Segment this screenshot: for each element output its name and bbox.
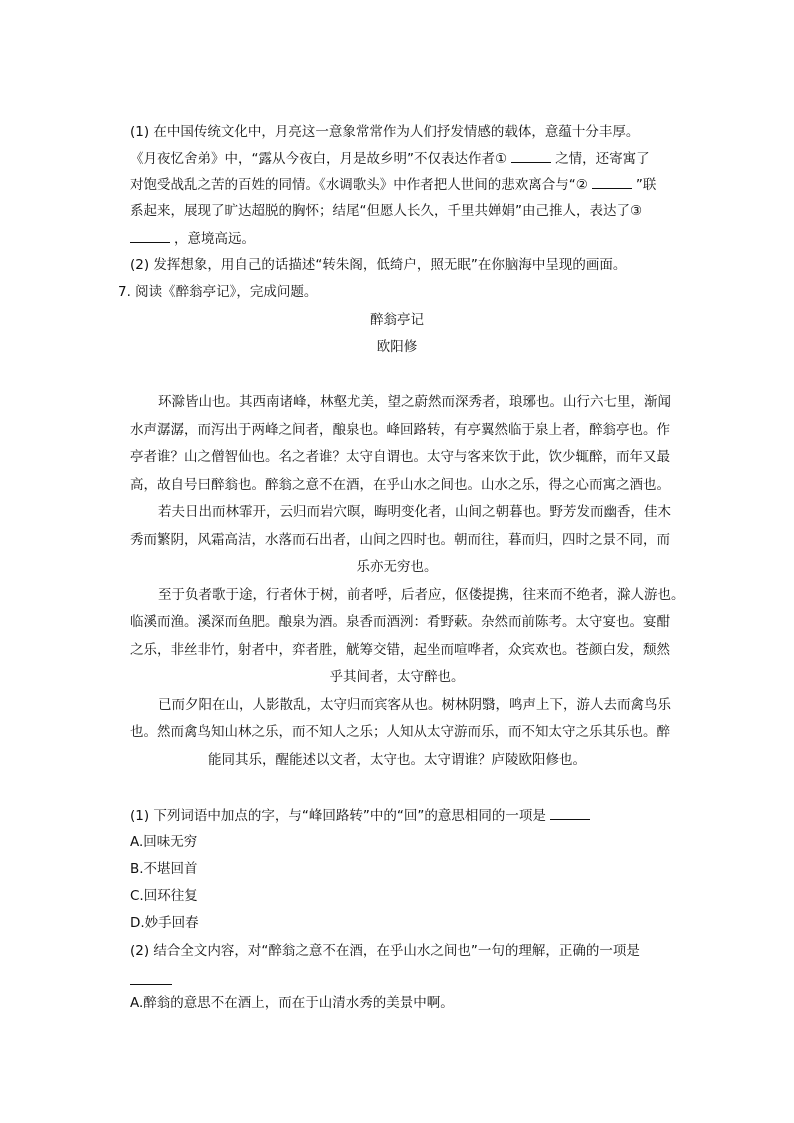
q6-line-3 xyxy=(130,174,656,195)
blank-3[interactable] xyxy=(130,228,170,243)
q6-line-5-tail: ，意境高远。 xyxy=(174,231,255,247)
p2-line-2: 秀而繁阴，风霜高洁，水落而石出者，山间之四时也。朝而往，暮而归，四时之景不同，而 xyxy=(130,532,670,548)
option-a[interactable]: A.回味无穷 xyxy=(130,834,198,850)
p2-line-1: 若夫日出而林霏开，云归而岩穴暝，晦明变化者，山间之朝暮也。野芳发而幽香，佳木 xyxy=(158,504,671,520)
option-b[interactable]: B.不堪回首 xyxy=(130,861,198,877)
p4-line-2: 也。然而禽鸟知山林之乐，而不知人之乐；人知从太守游而乐，而不知太守之乐其乐也。醉 xyxy=(130,724,670,740)
p3-line-3: 之乐，非丝非竹，射者中，弈者胜，觥筹交错，起坐而喧哗者，众宾欢也。苍颜白发，颓然 xyxy=(130,642,670,658)
q6-line-2-text: 《月夜忆舍弟》中，“露从今夜白，月是故乡明”不仅表达作者① xyxy=(130,151,508,167)
q6-line-1: (1) 在中国传统文化中，月亮这一意象常常作为人们抒发情感的载体，意蕴十分丰厚。 xyxy=(130,124,640,140)
p3-line-4: 乎其间者，太守醉也。 xyxy=(329,669,465,685)
blank-sub-1[interactable] xyxy=(550,805,590,820)
p3-line-1: 至于负者歌于途，行者休于树，前者呼，后者应，伛偻提携，往来而不绝者，滁人游也。 xyxy=(158,587,685,603)
essay-author: 欧阳修 xyxy=(376,339,418,355)
p2-line-3: 乐亦无穷也。 xyxy=(356,559,438,575)
q7-sub-2: (2) 结合全文内容，对“醉翁之意不在酒，在乎山水之间也”一句的理解，正确的一项是 xyxy=(130,943,640,959)
p4-line-3: 能同其乐，醒能述以文者，太守也。太守谓谁？庐陵欧阳修也。 xyxy=(208,752,586,768)
essay-title: 醉翁亭记 xyxy=(370,312,424,328)
p1-line-3: 亭者谁？山之僧智仙也。名之者谁？太守自谓也。太守与客来饮于此，饮少辄醉，而年又最 xyxy=(130,449,670,465)
p3-line-2: 临溪而渔。溪深而鱼肥。酿泉为酒。泉香而酒洌：肴野蔌。杂然而前陈考。太守宴也。宴酣 xyxy=(130,614,670,630)
option-c[interactable]: C.回环往复 xyxy=(130,888,198,904)
blank-sub-2[interactable] xyxy=(130,983,172,985)
p4-line-1: 已而夕阳在山，人影散乱，太守归而宾客从也。树林阴翳，鸣声上下，游人去而禽鸟乐 xyxy=(158,697,671,713)
p1-line-1: 环滁皆山也。其西南诸峰，林壑尤美，望之蔚然而深秀者，琅琊也。山行六七里，渐闻 xyxy=(158,394,671,410)
q6-line-2 xyxy=(130,148,650,169)
blank-1[interactable] xyxy=(511,148,551,163)
q6-line-3-tail: ”联 xyxy=(635,177,657,193)
q7-sub-1 xyxy=(130,805,594,826)
p1-line-2: 水声潺潺，而泻出于两峰之间者，酿泉也。峰回路转，有亭翼然临于泉上者，醉翁亭也。作 xyxy=(130,422,670,438)
q7-sub-1-text: (1) 下列词语中加点的字，与“峰回路转”中的“回”的意思相同的一项是 xyxy=(130,808,546,824)
q6-line-4: 系起来，展现了旷达超脱的胸怀；结尾“但愿人长久，千里共婵娟”由己推人，表达了③ xyxy=(130,203,643,219)
q6-sub-2: (2) 发挥想象，用自己的话描述“转朱阁，低绮户，照无眠”在你脑海中呈现的画面。 xyxy=(130,257,627,273)
option-2a[interactable]: A.醉翁的意思不在酒上，而在于山清水秀的美景中啊。 xyxy=(130,995,454,1011)
q6-line-3-text: 对饱受战乱之苦的百姓的同情。《水调歌头》中作者把人世间的悲欢离合与“② xyxy=(130,177,588,193)
q6-line-5 xyxy=(130,228,255,249)
q7-intro: 7. 阅读《醉翁亭记》，完成问题。 xyxy=(118,284,318,300)
option-d[interactable]: D.妙手回春 xyxy=(130,915,199,931)
blank-2[interactable] xyxy=(592,174,632,189)
p1-line-4: 高，故自号曰醉翁也。醉翁之意不在酒，在乎山水之间也。山水之乐，得之心而寓之酒也。 xyxy=(130,477,670,493)
q6-line-2-tail: 之情，还寄寓了 xyxy=(555,151,650,167)
